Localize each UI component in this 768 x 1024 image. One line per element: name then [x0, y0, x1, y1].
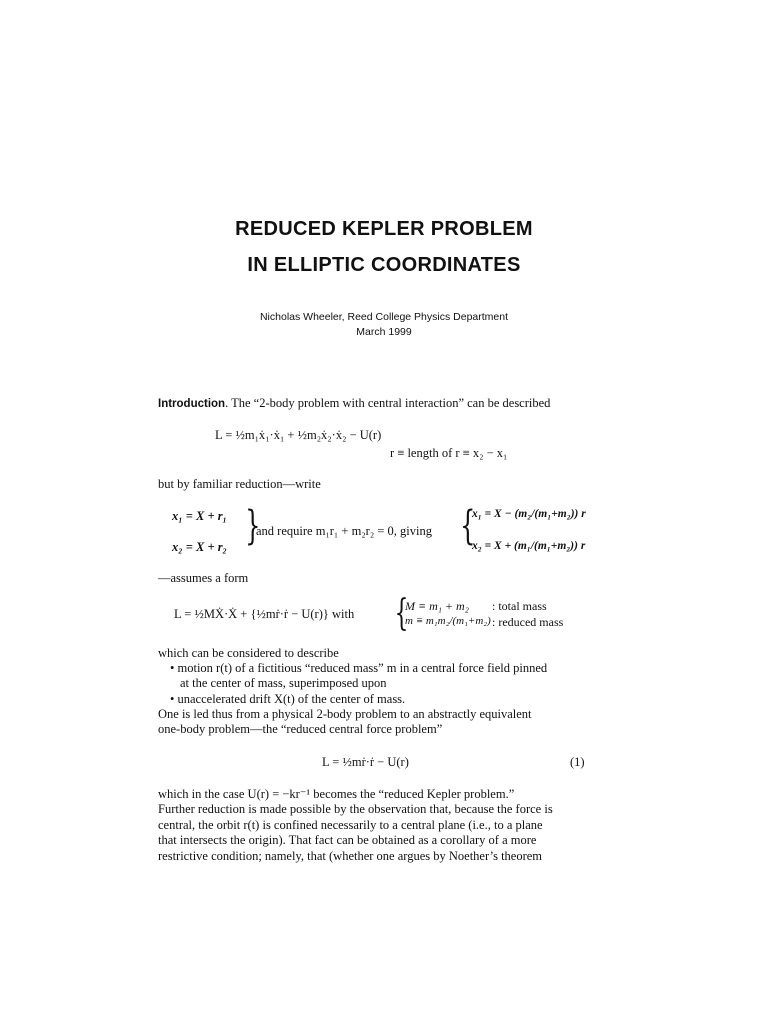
intro-heading: Introduction: [158, 398, 226, 410]
paragraph-led-line2: one-body problem—the “reduced central force problem”: [158, 722, 443, 736]
equation-total-mass: M ≡ m₁ + m₂: [405, 599, 469, 613]
right-brace: }: [245, 503, 261, 549]
date-line: March 1999: [356, 326, 412, 338]
equation-x1-result: x₁ = X − (m₂/(m₁+m₂)) r: [472, 508, 586, 520]
paragraph-led-line1: One is led thus from a physical 2-body problem to an abstractly equivalent: [158, 707, 532, 721]
paragraph-kepler-line2: Further reduction is made possible by the observation that, because the force is: [158, 802, 553, 816]
intro-paragraph: [158, 396, 598, 413]
paragraph-describe: which can be considered to describe: [158, 646, 339, 660]
bullet-drift: • unaccelerated drift X(t) of the center of mass.: [170, 692, 406, 706]
title-line-1: REDUCED KEPLER PROBLEM: [235, 218, 533, 240]
equation-x2-result: x₂ = X + (m₁/(m₁+m₂)) r: [472, 540, 586, 552]
equation-constraint: and require m₁r₁ + m₂r₂ = 0, giving: [256, 524, 432, 538]
bullet-motion: • motion r(t) of a fictitious “reduced mass” m in a central force field pinned: [170, 661, 548, 675]
title-line-2: IN ELLIPTIC COORDINATES: [247, 254, 521, 276]
equation-r-definition: r ≡ length of r ≡ x₂ − x₁: [390, 446, 508, 460]
equation-number-1: (1): [570, 755, 585, 769]
paragraph-kepler-line5: restrictive condition; namely, that (whether one argues by Noether’s theorem: [158, 849, 543, 863]
intro-text: . The “2-body problem with central interaction” can be described: [225, 396, 551, 410]
equation-1: L = ½mṙ·ṙ − U(r): [322, 755, 409, 769]
equation-x1: x₁ = X + r₁: [172, 509, 227, 523]
paragraph-kepler-line3: central, the orbit r(t) is confined necessarily to a central plane (i.e., to a plane: [158, 818, 543, 832]
paragraph-reduction: but by familiar reduction—write: [158, 477, 321, 491]
equation-x2: x₂ = X + r₂: [172, 540, 227, 554]
author-line: Nicholas Wheeler, Reed College Physics Department: [259, 311, 509, 323]
left-brace-masses: {: [394, 593, 409, 634]
left-brace: {: [460, 503, 476, 549]
label-reduced-mass: : reduced mass: [492, 615, 564, 629]
equation-lagrangian-2body: L = ½m₁ẋ₁·ẋ₁ + ½m₂ẋ₂·ẋ₂ − U(r): [215, 428, 382, 442]
paragraph-kepler-line1: which in the case U(r) = −kr⁻¹ becomes the “reduced Kepler problem.”: [158, 787, 515, 801]
paragraph-kepler-line4: that intersects the origin). That fact can be obtained as a corollary of a more: [158, 833, 537, 847]
equation-reduced-mass: m ≡ m₁m₂/(m₁+m₂): [405, 615, 491, 627]
equation-reduced-lagrangian: L = ½MẊ·Ẋ + {½mṙ·ṙ − U(r)} with: [174, 607, 355, 621]
label-total-mass: : total mass: [492, 599, 547, 613]
paragraph-form: —assumes a form: [158, 571, 249, 585]
bullet-motion-cont: at the center of mass, superimposed upon: [180, 676, 387, 690]
